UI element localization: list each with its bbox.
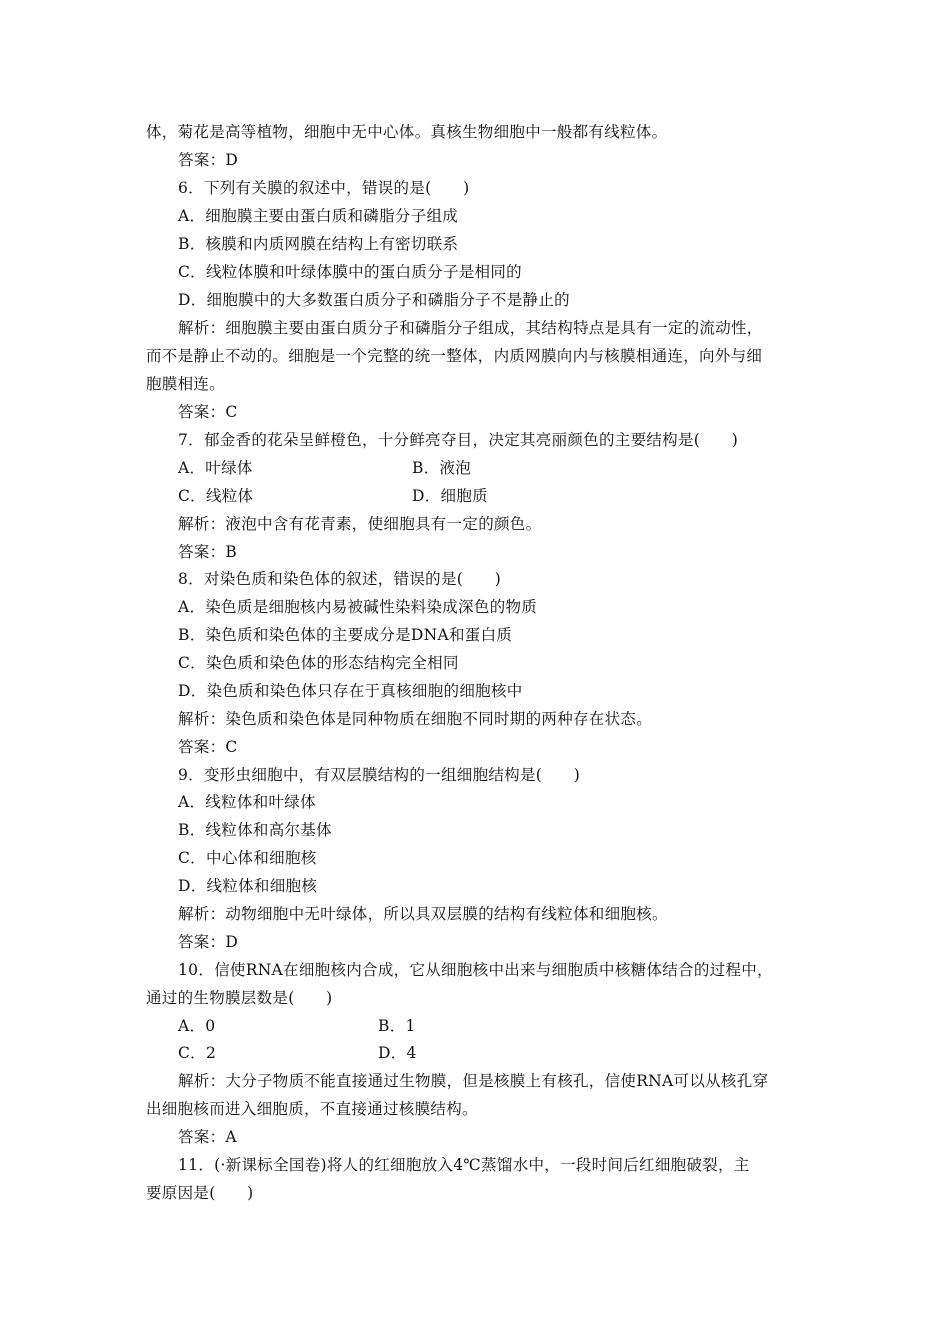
- option-c: C．中心体和细胞核: [178, 849, 317, 867]
- option-a: A．染色质是细胞核内易被碱性染料染成深色的物质: [178, 598, 538, 616]
- question-7: 7．郁金香的花朵呈鲜橙色，十分鲜亮夺目，决定其亮丽颜色的主要结构是( ): [178, 431, 739, 449]
- option-a: A．细胞膜主要由蛋白质和磷脂分子组成: [178, 207, 459, 225]
- answer-line: 答案：D: [178, 151, 239, 169]
- answer-line: 答案：C: [178, 738, 238, 756]
- option-c: C．线粒体: [178, 487, 254, 505]
- answer-line: 答案：D: [178, 933, 239, 951]
- question-10: 10．信使RNA在细胞核内合成，它从细胞核中出来与细胞质中核糖体结合的过程中，: [178, 961, 773, 979]
- text-line: 体，菊花是高等植物，细胞中无中心体。真核生物细胞中一般都有线粒体。: [146, 123, 668, 141]
- option-b: B．线粒体和高尔基体: [178, 821, 332, 839]
- analysis-line: 而不是静止不动的。细胞是一个完整的统一整体，内质网膜向内与核膜相通连，向外与细: [146, 347, 763, 365]
- question-9: 9．变形虫细胞中，有双层膜结构的一组细胞结构是( ): [178, 766, 581, 784]
- analysis-line: 解析：细胞膜主要由蛋白质分子和磷脂分子组成，其结构特点是具有一定的流动性，: [178, 319, 763, 337]
- option-c: C．染色质和染色体的形态结构完全相同: [178, 654, 459, 672]
- option-d: D．染色质和染色体只存在于真核细胞的细胞核中: [178, 682, 523, 700]
- analysis-line: 胞膜相连。: [146, 375, 226, 393]
- question-8: 8．对染色质和染色体的叙述，错误的是( ): [178, 570, 502, 588]
- option-b: B．染色质和染色体的主要成分是DNA和蛋白质: [178, 626, 513, 644]
- analysis-line: 解析：染色质和染色体是同种物质在细胞不同时期的两种存在状态。: [178, 710, 653, 728]
- option-a: A．叶绿体: [178, 459, 253, 477]
- option-a: A．线粒体和叶绿体: [178, 793, 316, 811]
- answer-line: 答案：A: [178, 1128, 237, 1146]
- option-d: D．细胞膜中的大多数蛋白质分子和磷脂分子不是静止的: [178, 291, 570, 309]
- question-11-cont: 要原因是( ): [146, 1184, 254, 1202]
- option-d: D．线粒体和细胞核: [178, 877, 318, 895]
- option-c: C．线粒体膜和叶绿体膜中的蛋白质分子是相同的: [178, 263, 522, 281]
- option-c: C．2: [178, 1044, 217, 1062]
- analysis-line: 解析：动物细胞中无叶绿体，所以具双层膜的结构有线粒体和细胞核。: [178, 905, 668, 923]
- option-b: B．核膜和内质网膜在结构上有密切联系: [178, 235, 459, 253]
- option-b: B．液泡: [412, 459, 472, 477]
- analysis-line: 解析：液泡中含有花青素，使细胞具有一定的颜色。: [178, 515, 542, 533]
- option-d: D．4: [378, 1044, 417, 1062]
- question-6: 6．下列有关膜的叙述中，错误的是( ): [178, 179, 470, 197]
- answer-line: 答案：C: [178, 403, 238, 421]
- question-11: 11．(·新课标全国卷)将人的红细胞放入4℃蒸馏水中，一段时间后红细胞破裂，主: [178, 1156, 750, 1174]
- analysis-line: 出细胞核而进入细胞质，不直接通过核膜结构。: [146, 1100, 478, 1118]
- option-a: A．0: [178, 1017, 216, 1035]
- analysis-line: 解析：大分子物质不能直接通过生物膜，但是核膜上有核孔，信使RNA可以从核孔穿: [178, 1072, 769, 1090]
- question-10-cont: 通过的生物膜层数是( ): [146, 989, 333, 1007]
- option-b: B．1: [378, 1017, 416, 1035]
- answer-line: 答案：B: [178, 543, 238, 561]
- option-d: D．细胞质: [412, 487, 488, 505]
